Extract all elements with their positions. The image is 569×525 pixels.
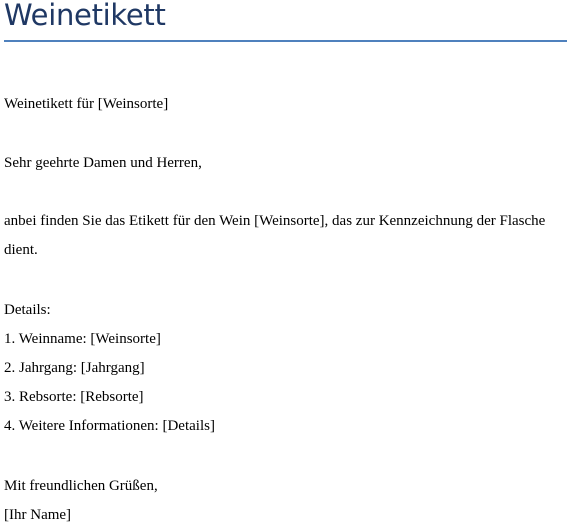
document-title: Weinetikett bbox=[4, 0, 166, 32]
signature: [Ihr Name] bbox=[4, 507, 72, 523]
title-underline bbox=[4, 40, 567, 42]
body-text-line-1: anbei finden Sie das Etikett für den Wein [Weinsorte], das zur Kennzeichnung der Flasche bbox=[4, 213, 546, 229]
details-item: 1. Weinname: [Weinsorte] bbox=[4, 331, 161, 347]
details-item: 2. Jahrgang: [Jahrgang] bbox=[4, 360, 145, 376]
closing: Mit freundlichen Grüßen, bbox=[4, 478, 158, 494]
details-item: 3. Rebsorte: [Rebsorte] bbox=[4, 389, 144, 405]
details-item: 4. Weitere Informationen: [Details] bbox=[4, 418, 215, 434]
subject-line: Weinetikett für [Weinsorte] bbox=[4, 96, 169, 112]
salutation: Sehr geehrte Damen und Herren, bbox=[4, 155, 202, 171]
body-text-line-2: dient. bbox=[4, 242, 38, 258]
details-heading: Details: bbox=[4, 302, 51, 318]
